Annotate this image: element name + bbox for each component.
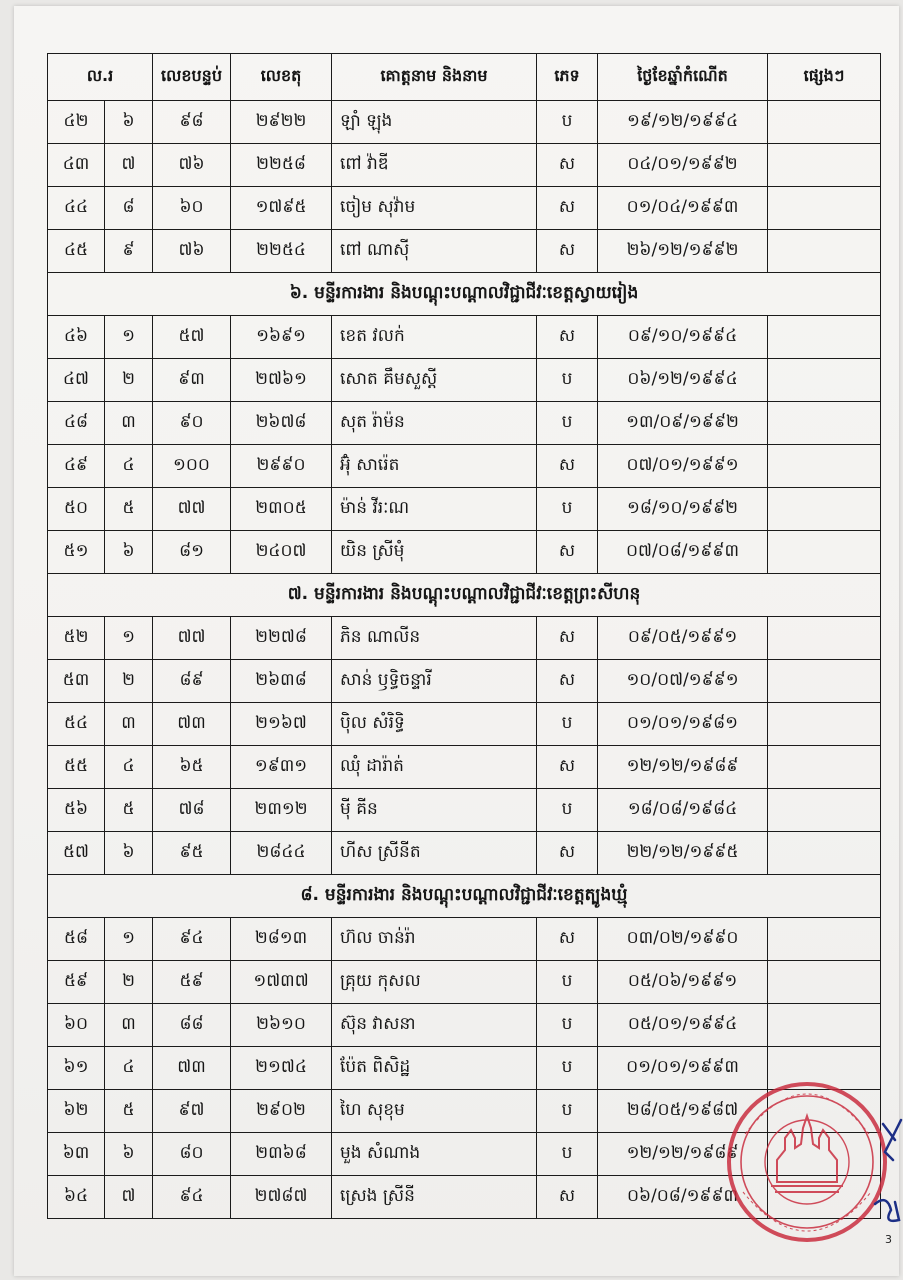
date-of-birth-cell: ០៤/០១/១៩៩២ bbox=[598, 144, 768, 187]
sex-cell: ប bbox=[537, 101, 598, 144]
room-number-cell: ៧៦ bbox=[153, 144, 231, 187]
sub-number-cell: ៥ bbox=[105, 488, 153, 531]
sub-number-cell: ១ bbox=[105, 918, 153, 961]
row-number-cell: ៥០ bbox=[48, 488, 105, 531]
sub-number-cell: ៣ bbox=[105, 402, 153, 445]
room-number-cell: ៩០ bbox=[153, 402, 231, 445]
candidate-name-cell: ពៅ ណាស៊ី bbox=[332, 230, 537, 273]
sub-number-cell: ៣ bbox=[105, 1004, 153, 1047]
date-of-birth-cell: ០១/០១/១៩៨១ bbox=[598, 703, 768, 746]
desk-number-cell: ២២៧៨ bbox=[231, 617, 332, 660]
row-number-cell: ៤៨ bbox=[48, 402, 105, 445]
sex-cell: ប bbox=[537, 1047, 598, 1090]
room-number-cell: ៧៨ bbox=[153, 789, 231, 832]
table-body bbox=[48, 101, 881, 1219]
room-number-cell: ៧៧ bbox=[153, 617, 231, 660]
sex-cell: ប bbox=[537, 1133, 598, 1176]
room-number-cell: ៨១ bbox=[153, 531, 231, 574]
date-of-birth-cell: ០៥/០៦/១៩៩១ bbox=[598, 961, 768, 1004]
date-of-birth-cell: ០៣/០២/១៩៩០ bbox=[598, 918, 768, 961]
desk-number-cell: ១៧៩៥ bbox=[231, 187, 332, 230]
remarks-cell bbox=[768, 230, 881, 273]
table-row bbox=[48, 617, 881, 660]
remarks-cell bbox=[768, 918, 881, 961]
room-number-cell: ១០០ bbox=[153, 445, 231, 488]
remarks-cell bbox=[768, 144, 881, 187]
sex-cell: ប bbox=[537, 703, 598, 746]
sex-cell: ប bbox=[537, 488, 598, 531]
row-number-cell: ៤៥ bbox=[48, 230, 105, 273]
table-row bbox=[48, 660, 881, 703]
sex-cell: ស bbox=[537, 316, 598, 359]
sex-cell: ប bbox=[537, 1004, 598, 1047]
section-title: ៨. មន្ទីរការងារ និងបណ្តុះបណ្តាលវិជ្ជាជីវៈខេត្តត្បូងឃ្មុំ bbox=[48, 875, 881, 918]
sub-number-cell: ៤ bbox=[105, 445, 153, 488]
date-of-birth-cell: ០៧/០៨/១៩៩៣ bbox=[598, 531, 768, 574]
sub-number-cell: ៥ bbox=[105, 789, 153, 832]
date-of-birth-cell: ១២/១២/១៩៨៩ bbox=[598, 1133, 768, 1176]
date-of-birth-cell: ០១/០១/១៩៩៣ bbox=[598, 1047, 768, 1090]
row-number-cell: ៦៤ bbox=[48, 1176, 105, 1219]
candidate-name-cell: ឡាំ ឡុង bbox=[332, 101, 537, 144]
room-number-cell: ៥៩ bbox=[153, 961, 231, 1004]
sub-number-cell: ៤ bbox=[105, 1047, 153, 1090]
room-number-cell: ៩៨ bbox=[153, 101, 231, 144]
candidate-name-cell: ពៅ វ៉ាឌី bbox=[332, 144, 537, 187]
header-no: ល.រ bbox=[48, 54, 153, 101]
desk-number-cell: ២៦៧៨ bbox=[231, 402, 332, 445]
table-row bbox=[48, 230, 881, 273]
room-number-cell: ៩៤ bbox=[153, 918, 231, 961]
row-number-cell: ៤៦ bbox=[48, 316, 105, 359]
remarks-cell bbox=[768, 1004, 881, 1047]
candidate-name-cell: ស៊ុន វាសនា bbox=[332, 1004, 537, 1047]
sub-number-cell: ៦ bbox=[105, 832, 153, 875]
sex-cell: ប bbox=[537, 1090, 598, 1133]
row-number-cell: ៦២ bbox=[48, 1090, 105, 1133]
sex-cell: ស bbox=[537, 832, 598, 875]
desk-number-cell: ១៩៣១ bbox=[231, 746, 332, 789]
remarks-cell bbox=[768, 832, 881, 875]
remarks-cell bbox=[768, 617, 881, 660]
candidate-name-cell: មួង សំណាង bbox=[332, 1133, 537, 1176]
date-of-birth-cell: ១៣/០៩/១៩៩២ bbox=[598, 402, 768, 445]
sub-number-cell: ៣ bbox=[105, 703, 153, 746]
remarks-cell bbox=[768, 101, 881, 144]
candidate-name-cell: សាន់ ឫទ្ធិចន្ទារី bbox=[332, 660, 537, 703]
desk-number-cell: ២៧៨៧ bbox=[231, 1176, 332, 1219]
room-number-cell: ៨៩ bbox=[153, 660, 231, 703]
row-number-cell: ៤៧ bbox=[48, 359, 105, 402]
table-row bbox=[48, 316, 881, 359]
table-row bbox=[48, 187, 881, 230]
desk-number-cell: ២៣៦៨ bbox=[231, 1133, 332, 1176]
table-row bbox=[48, 789, 881, 832]
sex-cell: ស bbox=[537, 660, 598, 703]
room-number-cell: ៥៧ bbox=[153, 316, 231, 359]
row-number-cell: ៥៧ bbox=[48, 832, 105, 875]
date-of-birth-cell: ១៨/០៨/១៩៨៤ bbox=[598, 789, 768, 832]
remarks-cell bbox=[768, 660, 881, 703]
date-of-birth-cell: ០៦/០៨/១៩៩៣ bbox=[598, 1176, 768, 1219]
desk-number-cell: ២៨១៣ bbox=[231, 918, 332, 961]
row-number-cell: ៦៣ bbox=[48, 1133, 105, 1176]
sub-number-cell: ១ bbox=[105, 617, 153, 660]
header-desk: លេខតុ bbox=[231, 54, 332, 101]
remarks-cell bbox=[768, 445, 881, 488]
section-title: ៧. មន្ទីរការងារ និងបណ្តុះបណ្តាលវិជ្ជាជីវៈខេត្តព្រះសីហនុ bbox=[48, 574, 881, 617]
date-of-birth-cell: ១២/១២/១៩៨៩ bbox=[598, 746, 768, 789]
candidate-name-cell: ស្រេង ស្រីនី bbox=[332, 1176, 537, 1219]
remarks-cell bbox=[768, 531, 881, 574]
date-of-birth-cell: ០៩/១០/១៩៩៤ bbox=[598, 316, 768, 359]
candidate-name-cell: ចៀម សុវ៉ាម bbox=[332, 187, 537, 230]
sex-cell: ប bbox=[537, 961, 598, 1004]
section-row bbox=[48, 273, 881, 316]
candidate-name-cell: ប៉ែត ពិសិដ្ឋ bbox=[332, 1047, 537, 1090]
table-row bbox=[48, 101, 881, 144]
room-number-cell: ៩៧ bbox=[153, 1090, 231, 1133]
table-row bbox=[48, 961, 881, 1004]
candidate-name-cell: ម៉ាន់ វីរៈណ bbox=[332, 488, 537, 531]
candidate-name-cell: យិន ស្រីមុំ bbox=[332, 531, 537, 574]
table-row bbox=[48, 918, 881, 961]
date-of-birth-cell: ០៩/០៥/១៩៩១ bbox=[598, 617, 768, 660]
section-row bbox=[48, 875, 881, 918]
table-row bbox=[48, 144, 881, 187]
room-number-cell: ៨៨ bbox=[153, 1004, 231, 1047]
row-number-cell: ៥៥ bbox=[48, 746, 105, 789]
desk-number-cell: ២៤០៧ bbox=[231, 531, 332, 574]
desk-number-cell: ២៣០៥ bbox=[231, 488, 332, 531]
sub-number-cell: ៤ bbox=[105, 746, 153, 789]
table-row bbox=[48, 445, 881, 488]
table-row bbox=[48, 402, 881, 445]
candidate-name-cell: ហៃ សុខុម bbox=[332, 1090, 537, 1133]
date-of-birth-cell: ១០/០៧/១៩៩១ bbox=[598, 660, 768, 703]
table-header bbox=[48, 54, 881, 101]
date-of-birth-cell: ២៨/០៥/១៩៨៧ bbox=[598, 1090, 768, 1133]
table-row bbox=[48, 359, 881, 402]
date-of-birth-cell: ០១/០៤/១៩៩៣ bbox=[598, 187, 768, 230]
date-of-birth-cell: ២៦/១២/១៩៩២ bbox=[598, 230, 768, 273]
header-sex: ភេទ bbox=[537, 54, 598, 101]
remarks-cell bbox=[768, 316, 881, 359]
room-number-cell: ៧៣ bbox=[153, 1047, 231, 1090]
row-number-cell: ៥៩ bbox=[48, 961, 105, 1004]
sub-number-cell: ៥ bbox=[105, 1090, 153, 1133]
desk-number-cell: ២៦១០ bbox=[231, 1004, 332, 1047]
remarks-cell bbox=[768, 746, 881, 789]
header-name: គោត្តនាម និងនាម bbox=[332, 54, 537, 101]
table-row bbox=[48, 488, 881, 531]
room-number-cell: ៦០ bbox=[153, 187, 231, 230]
row-number-cell: ៥៣ bbox=[48, 660, 105, 703]
desk-number-cell: ១៧៣៧ bbox=[231, 961, 332, 1004]
sub-number-cell: ១ bbox=[105, 316, 153, 359]
sex-cell: ប bbox=[537, 789, 598, 832]
sub-number-cell: ៧ bbox=[105, 144, 153, 187]
sub-number-cell: ៦ bbox=[105, 1133, 153, 1176]
room-number-cell: ៩៥ bbox=[153, 832, 231, 875]
candidate-name-cell: សុត រ៉ាម៉ន bbox=[332, 402, 537, 445]
date-of-birth-cell: ០៥/០១/១៩៩៤ bbox=[598, 1004, 768, 1047]
remarks-cell bbox=[768, 789, 881, 832]
desk-number-cell: ២១៧៤ bbox=[231, 1047, 332, 1090]
table-row bbox=[48, 531, 881, 574]
sex-cell: ស bbox=[537, 445, 598, 488]
remarks-cell bbox=[768, 402, 881, 445]
remarks-cell bbox=[768, 359, 881, 402]
desk-number-cell: ២១៦៧ bbox=[231, 703, 332, 746]
remarks-cell bbox=[768, 187, 881, 230]
sub-number-cell: ២ bbox=[105, 359, 153, 402]
room-number-cell: ៧៧ bbox=[153, 488, 231, 531]
desk-number-cell: ២៣១២ bbox=[231, 789, 332, 832]
header-room: លេខបន្ទប់ bbox=[153, 54, 231, 101]
row-number-cell: ៥៤ bbox=[48, 703, 105, 746]
date-of-birth-cell: ០៦/១២/១៩៩៤ bbox=[598, 359, 768, 402]
candidate-name-cell: គ្រុយ កុសល bbox=[332, 961, 537, 1004]
row-number-cell: ៤៩ bbox=[48, 445, 105, 488]
document-page bbox=[14, 6, 899, 1276]
desk-number-cell: ២៨៤៤ bbox=[231, 832, 332, 875]
candidate-name-cell: អ៊ុំ សារ៉េត bbox=[332, 445, 537, 488]
candidate-name-cell: ហីស ស្រីនីត bbox=[332, 832, 537, 875]
sex-cell: ស bbox=[537, 531, 598, 574]
row-number-cell: ៦០ bbox=[48, 1004, 105, 1047]
header-other: ផ្សេងៗ bbox=[768, 54, 881, 101]
sub-number-cell: ២ bbox=[105, 961, 153, 1004]
candidate-name-cell: ប៉ិល សំរិទ្ធិ bbox=[332, 703, 537, 746]
candidate-name-cell: សោត គឹមសួស្តី bbox=[332, 359, 537, 402]
row-number-cell: ៥៨ bbox=[48, 918, 105, 961]
table-row bbox=[48, 832, 881, 875]
candidate-name-cell: ម៉ី គីន bbox=[332, 789, 537, 832]
sex-cell: ស bbox=[537, 617, 598, 660]
sex-cell: ប bbox=[537, 402, 598, 445]
candidate-name-cell: ខេត វលក់ bbox=[332, 316, 537, 359]
candidate-name-cell: ភិន ណាលីន bbox=[332, 617, 537, 660]
date-of-birth-cell: ០៧/០១/១៩៩១ bbox=[598, 445, 768, 488]
table-row bbox=[48, 746, 881, 789]
sub-number-cell: ៩ bbox=[105, 230, 153, 273]
room-number-cell: ៩៣ bbox=[153, 359, 231, 402]
room-number-cell: ៧៣ bbox=[153, 703, 231, 746]
desk-number-cell: ២៩៩០ bbox=[231, 445, 332, 488]
sex-cell: ស bbox=[537, 746, 598, 789]
room-number-cell: ៦៥ bbox=[153, 746, 231, 789]
desk-number-cell: ២៧៦១ bbox=[231, 359, 332, 402]
sex-cell: ស bbox=[537, 144, 598, 187]
desk-number-cell: ២៩២២ bbox=[231, 101, 332, 144]
remarks-cell bbox=[768, 703, 881, 746]
sex-cell: ប bbox=[537, 359, 598, 402]
section-title: ៦. មន្ទីរការងារ និងបណ្តុះបណ្តាលវិជ្ជាជីវៈខេត្តស្វាយរៀង bbox=[48, 273, 881, 316]
remarks-cell bbox=[768, 488, 881, 531]
date-of-birth-cell: ២២/១២/១៩៩៥ bbox=[598, 832, 768, 875]
sub-number-cell: ៦ bbox=[105, 531, 153, 574]
desk-number-cell: ១៦៩១ bbox=[231, 316, 332, 359]
row-number-cell: ៥២ bbox=[48, 617, 105, 660]
sex-cell: ស bbox=[537, 1176, 598, 1219]
section-row bbox=[48, 574, 881, 617]
remarks-cell bbox=[768, 961, 881, 1004]
desk-number-cell: ២២៥៨ bbox=[231, 144, 332, 187]
row-number-cell: ៤៣ bbox=[48, 144, 105, 187]
desk-number-cell: ២២៥៤ bbox=[231, 230, 332, 273]
row-number-cell: ៤៤ bbox=[48, 187, 105, 230]
official-stamp-icon bbox=[715, 1064, 903, 1264]
row-number-cell: ៤២ bbox=[48, 101, 105, 144]
candidate-name-cell: ឈុំ ដារ៉ាត់ bbox=[332, 746, 537, 789]
desk-number-cell: ២៩០២ bbox=[231, 1090, 332, 1133]
row-number-cell: ៥១ bbox=[48, 531, 105, 574]
candidate-name-cell: ហ៊ល ចាន់រ៉ា bbox=[332, 918, 537, 961]
date-of-birth-cell: ១៩/១២/១៩៩៤ bbox=[598, 101, 768, 144]
candidate-table bbox=[47, 53, 881, 1219]
row-number-cell: ៦១ bbox=[48, 1047, 105, 1090]
room-number-cell: ៧៦ bbox=[153, 230, 231, 273]
sub-number-cell: ៨ bbox=[105, 187, 153, 230]
row-number-cell: ៥៦ bbox=[48, 789, 105, 832]
sub-number-cell: ៧ bbox=[105, 1176, 153, 1219]
table-row bbox=[48, 1004, 881, 1047]
room-number-cell: ៨០ bbox=[153, 1133, 231, 1176]
sub-number-cell: ២ bbox=[105, 660, 153, 703]
desk-number-cell: ២៦៣៨ bbox=[231, 660, 332, 703]
page-number: 3 bbox=[885, 1233, 892, 1246]
sex-cell: ស bbox=[537, 918, 598, 961]
header-dob: ថ្ងៃខែឆ្នាំកំណើត bbox=[598, 54, 768, 101]
table-row bbox=[48, 703, 881, 746]
sub-number-cell: ៦ bbox=[105, 101, 153, 144]
date-of-birth-cell: ១៨/១០/១៩៩២ bbox=[598, 488, 768, 531]
sex-cell: ស bbox=[537, 230, 598, 273]
room-number-cell: ៩៤ bbox=[153, 1176, 231, 1219]
sex-cell: ស bbox=[537, 187, 598, 230]
